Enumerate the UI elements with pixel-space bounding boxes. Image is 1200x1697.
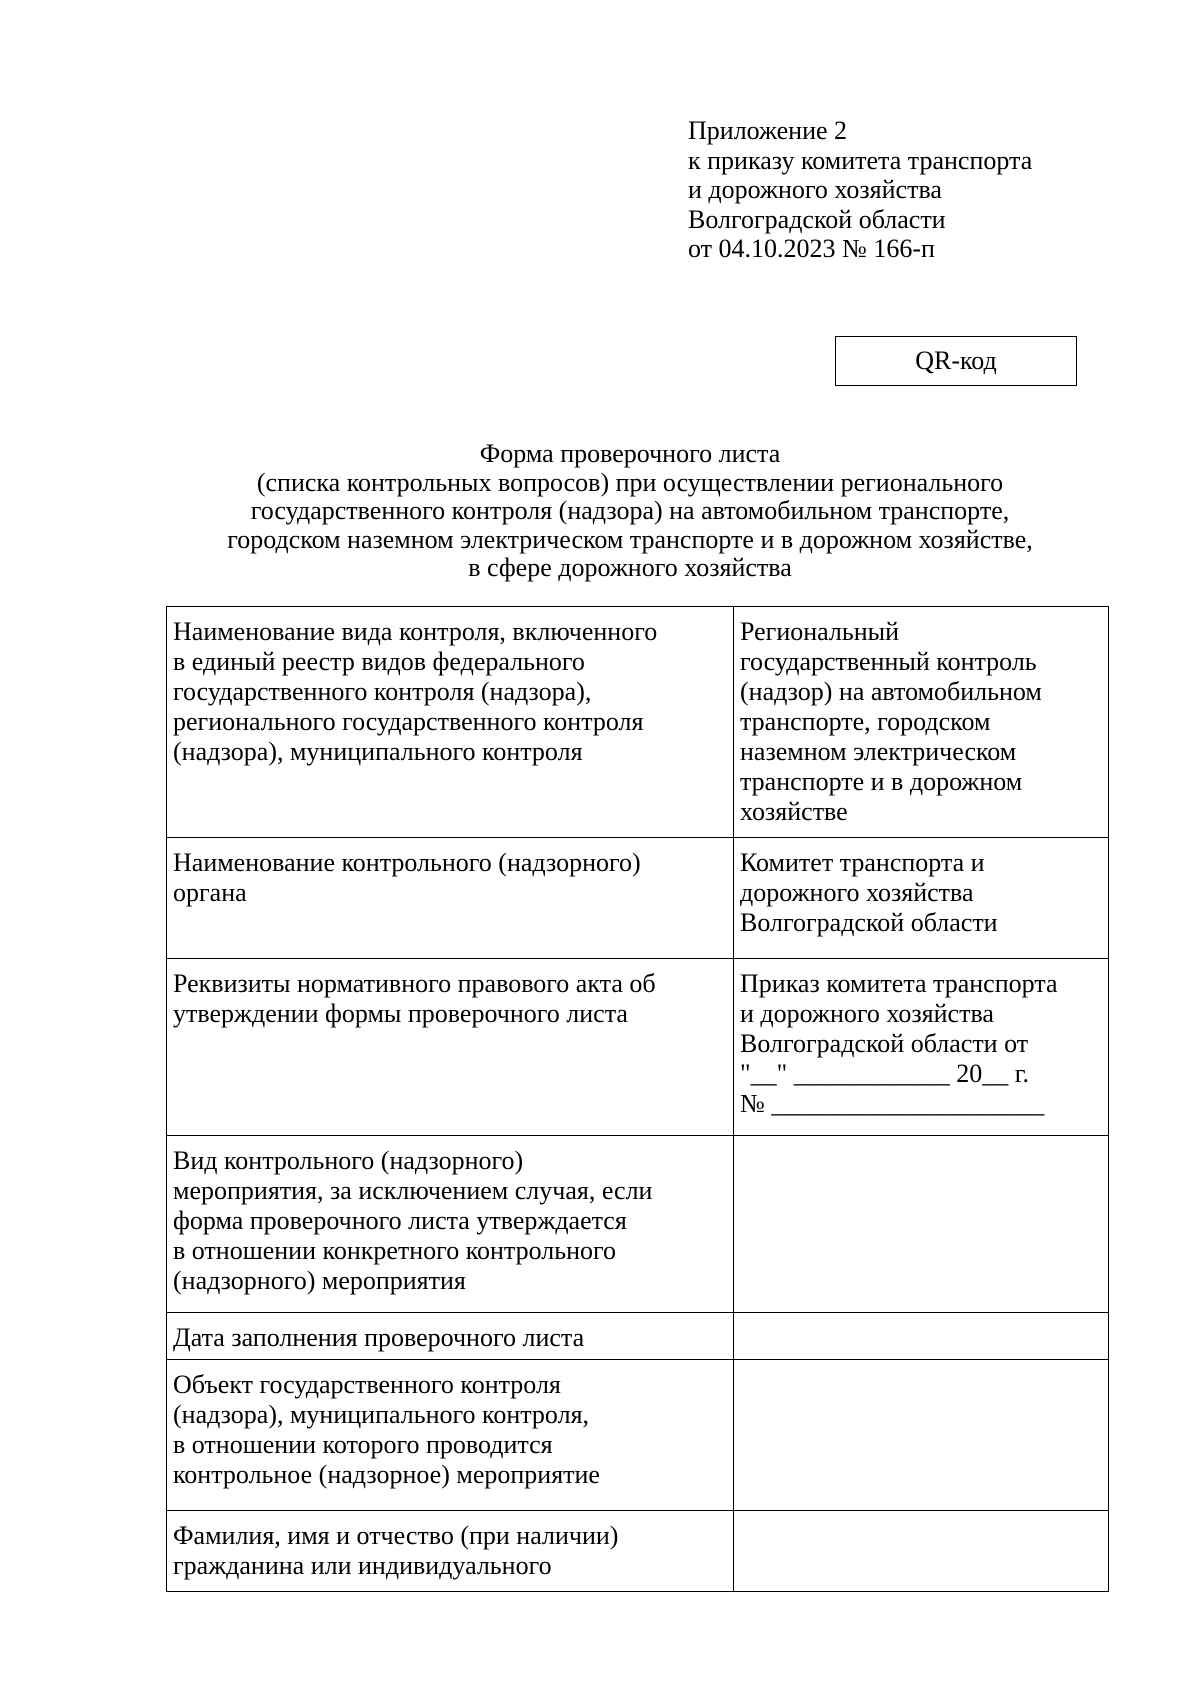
form-title	[160, 440, 1100, 583]
qr-code-label: QR-код	[915, 346, 997, 375]
table-cell-label: Вид контрольного (надзорного) мероприятия, за исключением случая, если форма проверочного листа утверждается в отношении конкретного контрольного (надзорного) мероприятия	[167, 1136, 734, 1313]
form-title-line: государственного контроля (надзора) на автомобильном транспорте,	[250, 496, 1010, 525]
table-cell-value[interactable]	[734, 1313, 1109, 1360]
table-row-control-type	[167, 607, 1109, 838]
table-row-control-body	[167, 838, 1109, 959]
table-cell-label: Фамилия, имя и отчество (при наличии) гражданина или индивидуального	[167, 1511, 734, 1592]
table-cell-value: Приказ комитета транспорта и дорожного хозяйства Волгоградской области от "__" ____________ 20__ г. № _____________________	[734, 959, 1109, 1136]
table-cell-label: Объект государственного контроля (надзора), муниципального контроля, в отношении которого проводится контрольное (надзорное) мероприятие	[167, 1360, 734, 1511]
form-title-line: городском наземном электрическом транспорте и в дорожном хозяйстве,	[227, 524, 1033, 554]
checklist-info-table	[166, 606, 1109, 1592]
table-cell-value[interactable]	[734, 1136, 1109, 1313]
table-cell-value: Региональный государственный контроль (надзор) на автомобильном транспорте, городском наземном электрическом транспорте и в дорожном хозяйстве	[734, 607, 1109, 838]
annex-reference	[688, 116, 1168, 264]
annex-line: и дорожного хозяйства	[688, 175, 942, 204]
table-cell-label: Дата заполнения проверочного листа	[167, 1313, 734, 1360]
table-row-legal-act	[167, 959, 1109, 1136]
form-title-line: (списка контрольных вопросов) при осуществлении регионального	[256, 467, 1004, 497]
annex-line: к приказу комитета транспорта	[688, 145, 1033, 175]
annex-line: Волгоградской области	[688, 204, 946, 234]
table-cell-value: Комитет транспорта и дорожного хозяйства Волгоградской области	[734, 838, 1109, 959]
annex-line: от 04.10.2023 № 166-п	[688, 234, 935, 263]
table-cell-value[interactable]	[734, 1511, 1109, 1592]
table-cell-value[interactable]	[734, 1360, 1109, 1511]
form-title-line: в сфере дорожного хозяйства	[468, 553, 792, 582]
form-title-line: Форма проверочного листа	[479, 439, 781, 468]
table-row-citizen-name	[167, 1511, 1109, 1592]
annex-line: Приложение 2	[688, 116, 848, 145]
table-row-event-type	[167, 1136, 1109, 1313]
table-cell-label: Реквизиты нормативного правового акта об утверждении формы проверочного листа	[167, 959, 734, 1136]
table-cell-label: Наименование контрольного (надзорного) органа	[167, 838, 734, 959]
table-row-control-object	[167, 1360, 1109, 1511]
qr-code-placeholder	[835, 336, 1077, 386]
table-cell-label: Наименование вида контроля, включенного в единый реестр видов федерального государственного контроля (надзора), регионального государственного контроля (надзора), муниципального контроля	[167, 607, 734, 838]
table-row-fill-date	[167, 1313, 1109, 1360]
